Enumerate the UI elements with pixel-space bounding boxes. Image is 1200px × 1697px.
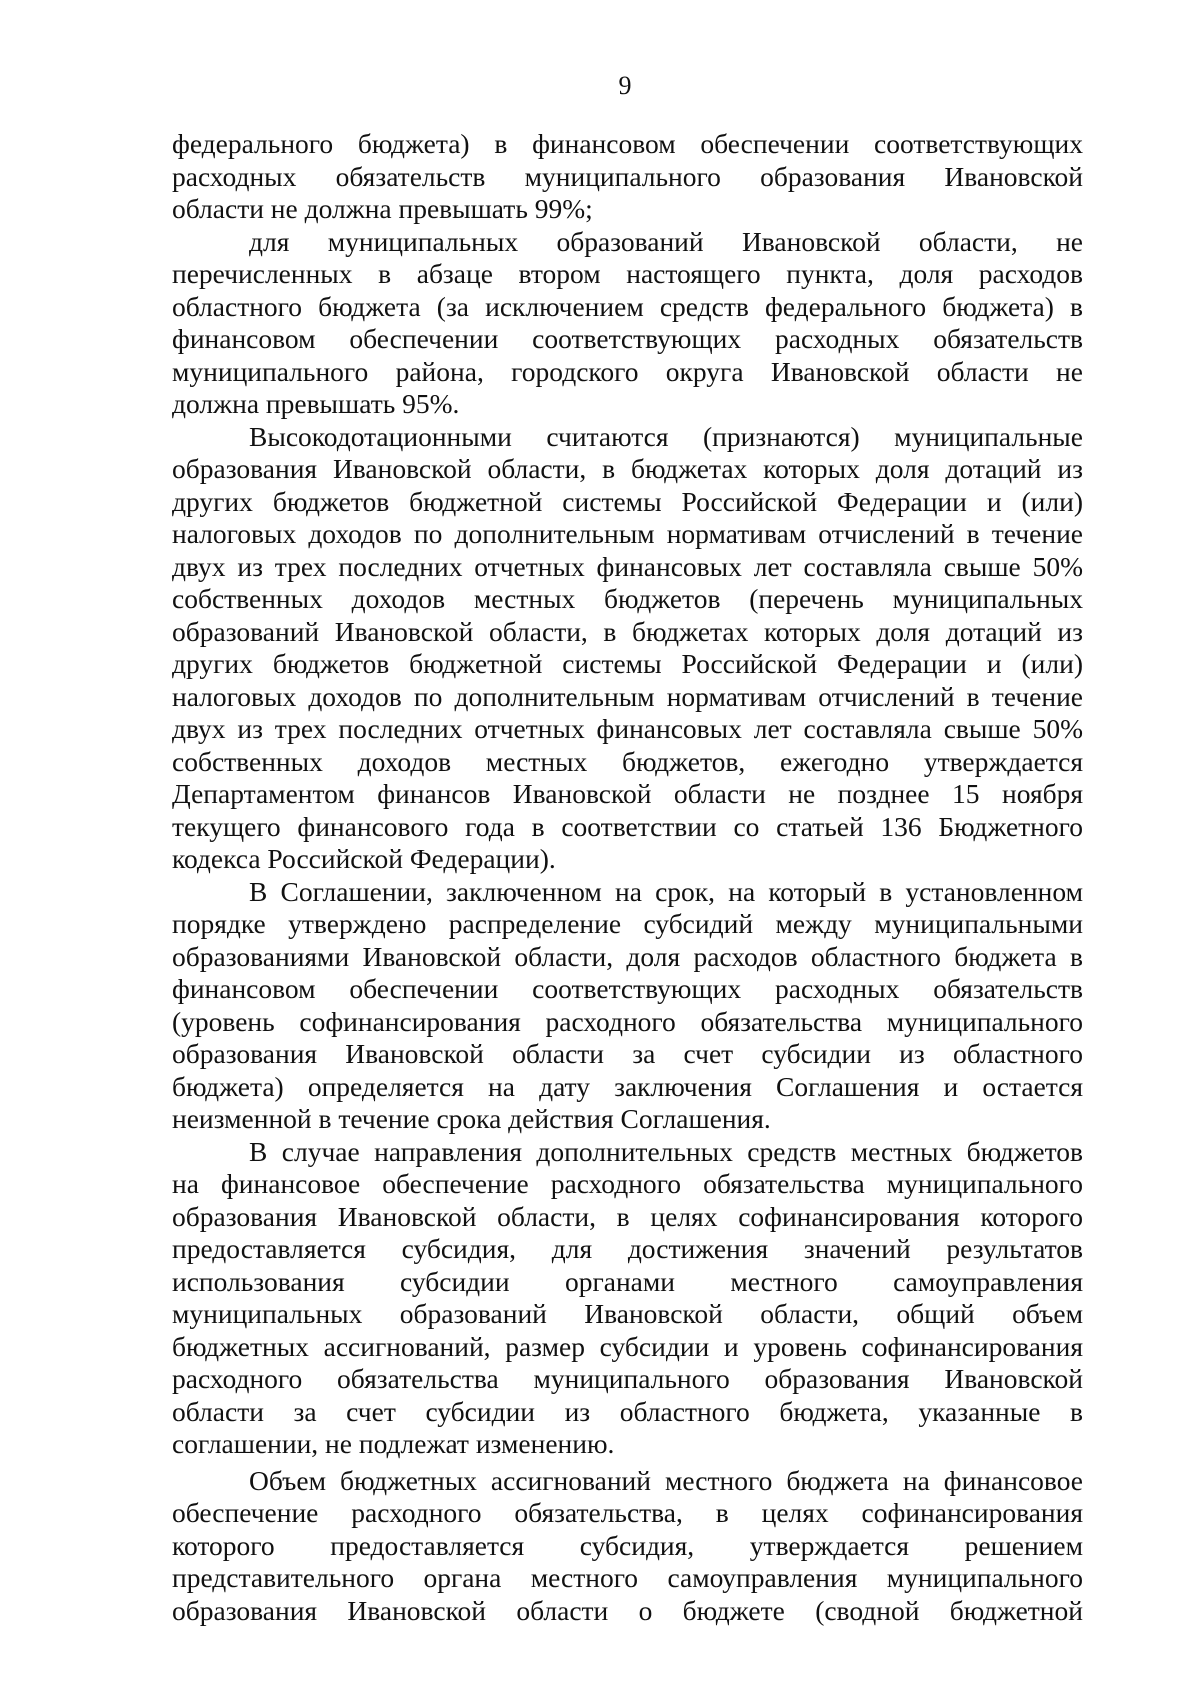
page-number: 9	[618, 71, 632, 100]
paragraph-line: использования субсидии органами местного самоуправления	[172, 1265, 1083, 1297]
paragraph-line: бюджетных ассигнований, размер субсидии и уровень софинансирования	[172, 1330, 1083, 1362]
paragraph-line: образованиями Ивановской области, доля расходов областного бюджета в	[172, 940, 1083, 972]
document-body	[172, 128, 1083, 1627]
paragraph-line: других бюджетов бюджетной системы Российской Федерации и (или)	[172, 648, 1083, 679]
paragraph-line: на финансовое обеспечение расходного обязательства муниципального	[172, 1168, 1083, 1199]
paragraph-line: муниципального района, городского округа Ивановской области не	[172, 355, 1083, 387]
paragraph-line: областного бюджета (за исключением средств федерального бюджета) в	[172, 290, 1083, 322]
paragraph-line: образования Ивановской области, в целях софинансирования которого	[172, 1200, 1083, 1232]
paragraph-line: Высокодотационными считаются (признаются) муниципальные	[249, 420, 1083, 452]
paragraph-line: соглашении, не подлежат изменению.	[172, 1428, 615, 1459]
paragraph-line: образования Ивановской области, в бюджетах которых доля дотаций из	[172, 453, 1083, 484]
paragraph-line: расходного обязательства муниципального образования Ивановской	[172, 1363, 1083, 1394]
paragraph-line: перечисленных в абзаце втором настоящего пункта, доля расходов	[172, 258, 1083, 289]
paragraph-line: В случае направления дополнительных средств местных бюджетов	[249, 1135, 1083, 1167]
paragraph-line: области за счет субсидии из областного бюджета, указанные в	[172, 1395, 1083, 1427]
paragraph-line: обеспечение расходного обязательства, в целях софинансирования	[172, 1497, 1083, 1528]
paragraph-line: собственных доходов местных бюджетов, ежегодно утверждается	[172, 745, 1083, 777]
paragraph-line: Объем бюджетных ассигнований местного бюджета на финансовое	[249, 1464, 1083, 1496]
paragraph-line: для муниципальных образований Ивановской области, не	[249, 225, 1083, 257]
paragraph-line: Департаментом финансов Ивановской области не позднее 15 ноября	[172, 778, 1083, 809]
paragraph-line: (уровень софинансирования расходного обязательства муниципального	[172, 1005, 1083, 1037]
paragraph-line: собственных доходов местных бюджетов (перечень муниципальных	[172, 583, 1083, 614]
paragraph-line: неизменной в течение срока действия Соглашения.	[172, 1103, 771, 1134]
paragraph-line: налоговых доходов по дополнительным нормативам отчислений в течение	[172, 518, 1083, 549]
paragraph-4	[172, 876, 1083, 1136]
paragraph-line: двух из трех последних отчетных финансовых лет составляла свыше 50%	[172, 713, 1083, 744]
paragraph-line: представительного органа местного самоуправления муниципального	[172, 1562, 1083, 1593]
paragraph-6	[172, 1465, 1083, 1628]
paragraph-line: кодекса Российской Федерации).	[172, 843, 556, 874]
paragraph-line: финансовом обеспечении соответствующих расходных обязательств	[172, 323, 1083, 354]
paragraph-line: текущего финансового года в соответствии со статьей 136 Бюджетного	[172, 810, 1083, 842]
paragraph-line: муниципальных образований Ивановской области, общий объем	[172, 1298, 1083, 1329]
paragraph-line: порядке утверждено распределение субсидий между муниципальными	[172, 908, 1083, 939]
paragraph-line: образования Ивановской области за счет субсидии из областного	[172, 1038, 1083, 1069]
paragraph-line: образований Ивановской области, в бюджетах которых доля дотаций из	[172, 615, 1083, 647]
paragraph-line: которого предоставляется субсидия, утверждается решением	[172, 1529, 1083, 1561]
paragraph-line: образования Ивановской области о бюджете (сводной бюджетной	[172, 1594, 1083, 1626]
paragraph-line: двух из трех последних отчетных финансовых лет составляла свыше 50%	[172, 550, 1083, 582]
paragraph-line: области не должна превышать 99%;	[172, 193, 593, 224]
paragraph-line: других бюджетов бюджетной системы Российской Федерации и (или)	[172, 485, 1083, 517]
paragraph-2	[172, 226, 1083, 421]
paragraph-line: расходных обязательств муниципального образования Ивановской	[172, 160, 1083, 192]
paragraph-line: предоставляется субсидия, для достижения значений результатов	[172, 1233, 1083, 1264]
paragraph-line: В Соглашении, заключенном на срок, на который в установленном	[249, 875, 1083, 907]
paragraph-5	[172, 1136, 1083, 1461]
paragraph-line: налоговых доходов по дополнительным нормативам отчислений в течение	[172, 680, 1083, 712]
paragraph-line: бюджета) определяется на дату заключения Соглашения и остается	[172, 1070, 1083, 1102]
paragraph-1	[172, 128, 1083, 226]
paragraph-line: федерального бюджета) в финансовом обеспечении соответствующих	[172, 128, 1083, 159]
paragraph-line: финансовом обеспечении соответствующих расходных обязательств	[172, 973, 1083, 1004]
paragraph-3	[172, 421, 1083, 876]
paragraph-line: должна превышать 95%.	[172, 388, 460, 419]
